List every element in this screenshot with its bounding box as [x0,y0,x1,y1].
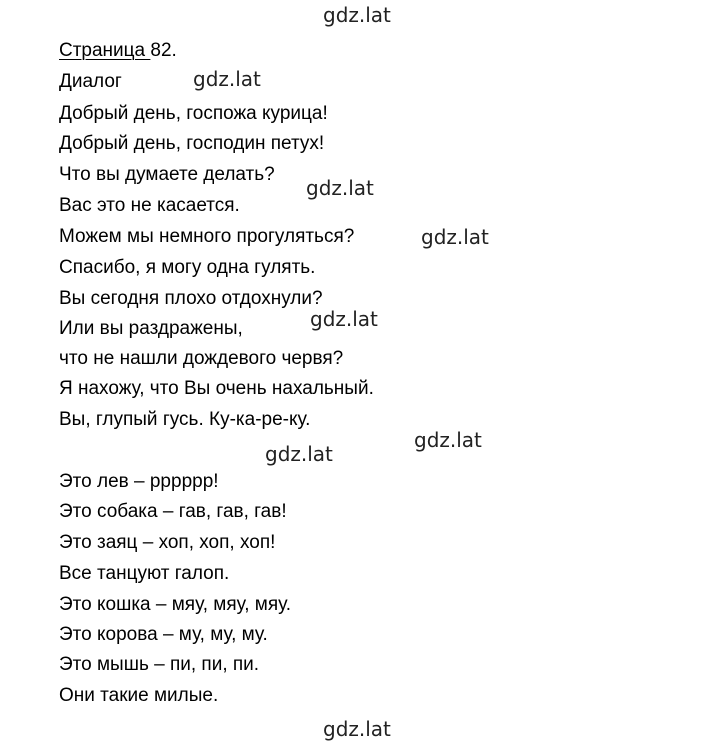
section-heading: Диалог [59,71,122,92]
dialog-line: Или вы раздражены, [59,318,243,339]
page-title [59,40,177,62]
poem-line: Это кошка – мяу, мяу, мяу. [59,594,291,615]
watermark-text: gdz.lat [421,225,489,249]
page-title-label: Страница [59,40,151,61]
dialog-line: Добрый день, господин петух! [59,133,325,154]
watermark-text: gdz.lat [193,67,261,91]
poem-line: Они такие милые. [59,685,219,706]
watermark-text: gdz.lat [323,3,391,27]
poem-line: Это заяц – хоп, хоп, хоп! [59,532,276,553]
dialog-line: что не нашли дождевого червя? [59,348,344,369]
watermark-text: gdz.lat [306,176,374,200]
dialog-line: Вас это не касается. [59,195,240,216]
poem-line: Все танцуют галоп. [59,563,230,584]
dialog-line: Что вы думаете делать? [59,164,275,185]
dialog-line: Можем мы немного прогуляться? [59,226,355,247]
poem-line: Это собака – гав, гав, гав! [59,501,287,522]
watermark-text: gdz.lat [310,307,378,331]
poem-line: Это лев – рррррр! [59,471,219,492]
dialog-line: Вы, глупый гусь. Ку-ка-ре-ку. [59,409,311,430]
watermark-text: gdz.lat [414,428,482,452]
watermark-text: gdz.lat [323,717,391,741]
page-number: 82. [150,40,177,61]
poem-line: Это корова – му, му, му. [59,624,268,645]
dialog-line: Добрый день, госпожа курица! [59,103,328,124]
dialog-line: Я нахожу, что Вы очень нахальный. [59,378,374,399]
dialog-line: Вы сегодня плохо отдохнули? [59,288,323,309]
dialog-line: Спасибо, я могу одна гулять. [59,257,316,278]
poem-line: Это мышь – пи, пи, пи. [59,654,260,675]
watermark-text: gdz.lat [265,442,333,466]
